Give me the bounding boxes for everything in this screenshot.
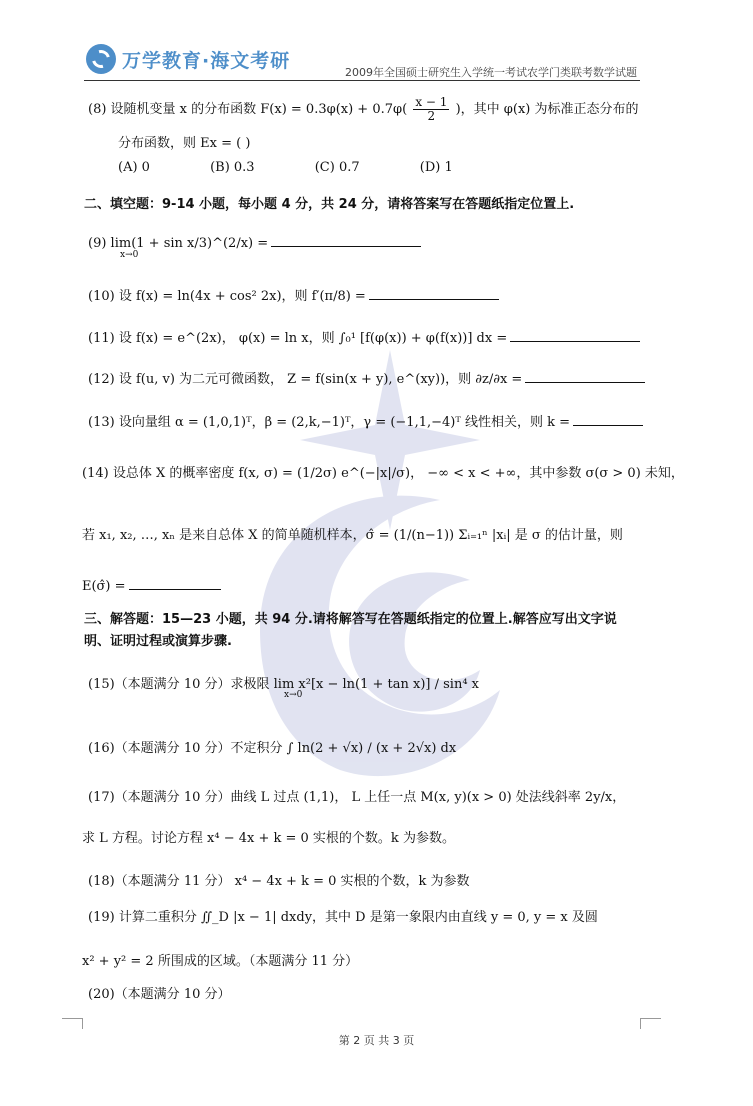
- question-18: (18)（本题满分 11 分） x⁴ − 4x + k = 0 实根的个数，k 为参数: [88, 874, 470, 889]
- question-17-line2: 求 L 方程。讨论方程 x⁴ − 4x + k = 0 实根的个数。k 为参数。: [82, 831, 455, 846]
- question-9: (9) lim(1 + sin x/3)^(2/x) =: [88, 234, 421, 251]
- choice-a: (A) 0: [118, 160, 150, 175]
- header-logo: [86, 44, 290, 74]
- choice-c: (C) 0.7: [314, 160, 360, 175]
- answer-blank: [510, 329, 640, 342]
- brand-logo-icon: [86, 44, 116, 74]
- question-19-line2: x² + y² = 2 所围成的区域。（本题满分 11 分）: [82, 954, 359, 969]
- page-number: 第 2 页 共 3 页: [338, 1034, 415, 1047]
- question-20: (20)（本题满分 10 分）: [88, 987, 231, 1002]
- corner-mark: [62, 1018, 83, 1029]
- question-8-line1: (8) 设随机变量 x 的分布函数 F(x) = 0.3φ(x) + 0.7φ( $\frac{x - 1}{2}$ )，其中 φ(x) 为标准正态分布的: [88, 95, 639, 124]
- question-11: (11) 设 f(x) = e^(2x)， φ(x) = ln x，则 ∫₀¹ [f(φ(x)) + φ(f(x))] dx =: [88, 327, 640, 346]
- answer-blank: [129, 577, 221, 590]
- q8-fraction: $\frac{x - 1}{2}$: [415, 95, 448, 124]
- q9-limit-subscript: x→0: [120, 250, 139, 260]
- question-19-line1: (19) 计算二重积分 ∬_D |x − 1| dxdy，其中 D 是第一象限内由直线 y = 0, y = x 及圆: [88, 910, 598, 925]
- header-divider: [84, 80, 640, 81]
- corner-mark: [640, 1018, 661, 1029]
- answer-blank: [525, 370, 645, 383]
- header-title: 2009年全国硕士研究生入学统一考试农学门类联考数学试题: [345, 66, 637, 79]
- answer-blank: [271, 234, 421, 247]
- question-10: (10) 设 f(x) = ln(4x + cos² 2x)，则 f′(π/8) =: [88, 285, 499, 304]
- section-3-heading-line2: 明、证明过程或演算步骤.: [84, 634, 232, 649]
- question-13: (13) 设向量组 α = (1,0,1)ᵀ，β = (2,k,−1)ᵀ，γ = (−1,1,−4)ᵀ 线性相关，则 k =: [88, 411, 643, 430]
- logo-text: 万学教育·海文考研: [122, 49, 291, 72]
- answer-blank: [573, 413, 643, 426]
- choice-d: (D) 1: [419, 160, 453, 175]
- question-14-line2: 若 x₁, x₂, …, xₙ 是来自总体 X 的简单随机样本，σ̂ = (1/(n−1)) Σᵢ₌₁ⁿ |xᵢ| 是 σ 的估计量，则: [82, 528, 623, 543]
- choice-b: (B) 0.3: [210, 160, 255, 175]
- answer-blank: [369, 287, 499, 300]
- question-14-line1: (14) 设总体 X 的概率密度 f(x, σ) = (1/2σ) e^(−|x|/σ)， −∞ < x < +∞，其中参数 σ(σ > 0) 未知，: [82, 466, 684, 481]
- q15-limit-subscript: x→0: [284, 690, 303, 700]
- section-2-heading: 二、填空题：9-14 小题，每小题 4 分，共 24 分，请将答案写在答题纸指定位置上.: [84, 197, 575, 212]
- question-17-line1: (17)（本题满分 10 分）曲线 L 过点 (1,1)， L 上任一点 M(x, y)(x > 0) 处法线斜率 2y/x，: [88, 790, 626, 805]
- question-14-line3: E(σ̂) =: [82, 577, 221, 594]
- question-8-line2: 分布函数，则 Ex = ( ): [118, 136, 251, 151]
- question-8-choices: [118, 160, 509, 175]
- section-3-heading-line1: 三、解答题：15—23 小题，共 94 分.请将解答写在答题纸指定的位置上.解答应写出文字说: [84, 612, 617, 627]
- question-12: (12) 设 f(u, v) 为二元可微函数， Z = f(sin(x + y), e^(xy))，则 ∂z/∂x =: [88, 368, 645, 387]
- question-15: (15)（本题满分 10 分）求极限 lim x²[x − ln(1 + tan x)] / sin⁴ x: [88, 677, 480, 692]
- question-16: (16)（本题满分 10 分）不定积分 ∫ ln(2 + √x) / (x + 2√x) dx: [88, 741, 457, 756]
